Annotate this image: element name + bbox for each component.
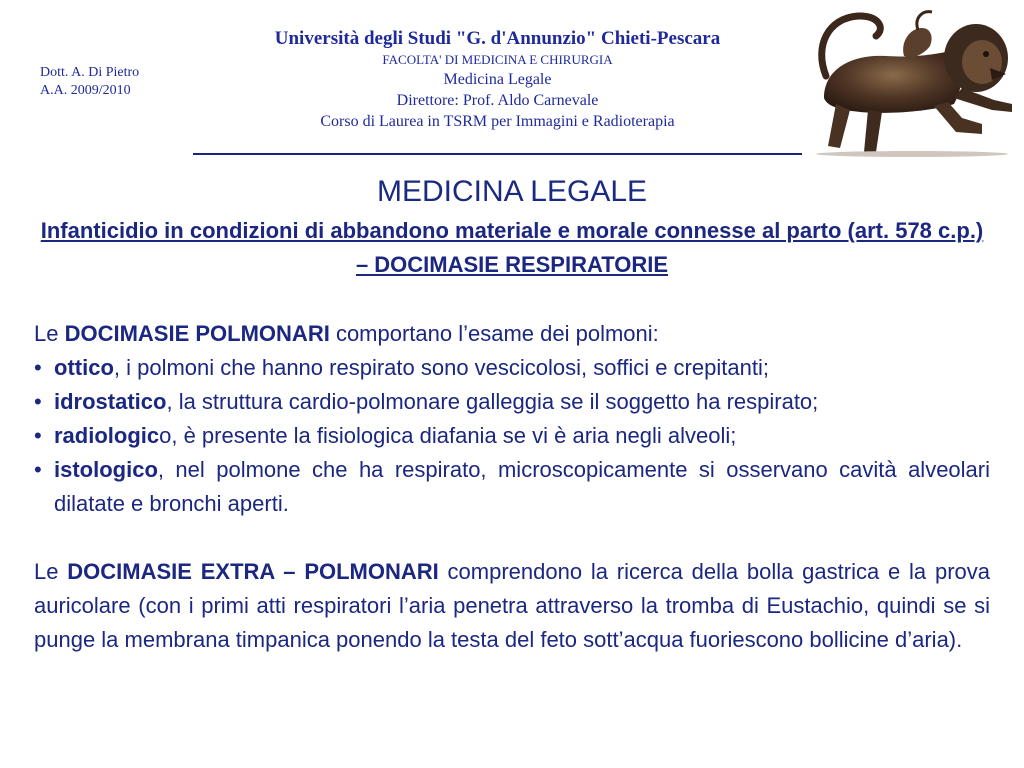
author-block	[40, 64, 139, 100]
pulmonary-intro	[34, 317, 990, 351]
university-header	[195, 27, 800, 132]
author-name: Dott. A. Di Pietro	[40, 65, 140, 80]
item-term: ottico	[54, 355, 114, 380]
intro-bold-term: DOCIMASIE POLMONARI	[64, 321, 330, 346]
list-item	[34, 453, 990, 521]
list-item	[34, 385, 990, 419]
item-text: , nel polmone che ha respirato, microscopicamente si osservano cavità alveolari dilatate e bronchi aperti.	[54, 457, 990, 516]
pulmonary-tests-list	[34, 351, 990, 521]
item-term: idrostatico	[54, 389, 167, 414]
course-name: Corso di Laurea in TSRM per Immagini e Radioterapia	[320, 113, 675, 130]
extra-prefix: Le	[34, 559, 68, 584]
slide-subtitle: Infanticidio in condizioni di abbandono materiale e morale connesse al parto (art. 578 c.p.) – DOCIMASIE RESPIRATORIE	[40, 218, 984, 277]
list-item	[34, 351, 990, 385]
bullet-icon: •	[34, 457, 42, 482]
academic-year: A.A. 2009/2010	[40, 83, 131, 98]
extra-bold-term: DOCIMASIE EXTRA – POLMONARI	[67, 559, 439, 584]
intro-prefix: Le	[34, 321, 65, 346]
paragraph-gap	[34, 521, 990, 555]
bullet-icon: •	[34, 389, 42, 414]
university-name: Università degli Studi "G. d'Annunzio" Chieti-Pescara	[274, 28, 721, 49]
slide-body	[34, 317, 990, 657]
header-divider	[193, 153, 802, 155]
bullet-icon: •	[34, 355, 42, 380]
intro-suffix: comportano l’esame dei polmoni:	[329, 321, 659, 346]
chimera-statue-icon	[806, 6, 1018, 158]
director-name: Direttore: Prof. Aldo Carnevale	[396, 92, 599, 109]
item-term: radiologic	[54, 423, 160, 448]
bullet-icon: •	[34, 423, 42, 448]
extra-text: comprendono la ricerca della bolla gastrica e la prova auricolare (con i primi atti respiratori l’aria penetra attraverso la tromba di Eustachio, quindi se si punge la membrana timpanica ponendo la testa del feto sott’acqua fuoriescono bollicine d’aria).	[34, 559, 990, 652]
item-text: , la struttura cardio-polmonare galleggia se il soggetto ha respirato;	[166, 389, 819, 414]
page-title: MEDICINA LEGALE	[376, 175, 648, 208]
faculty-name: FACOLTA' DI MEDICINA E CHIRURGIA	[382, 52, 613, 67]
extra-pulmonary-paragraph	[34, 555, 990, 657]
item-term: istologico	[54, 457, 158, 482]
item-text: o, è presente la fisiologica diafania se vi è aria negli alveoli;	[159, 423, 737, 448]
department-name: Medicina Legale	[443, 71, 552, 88]
item-text: , i polmoni che hanno respirato sono vescicolosi, soffici e crepitanti;	[113, 355, 769, 380]
list-item	[34, 419, 990, 453]
